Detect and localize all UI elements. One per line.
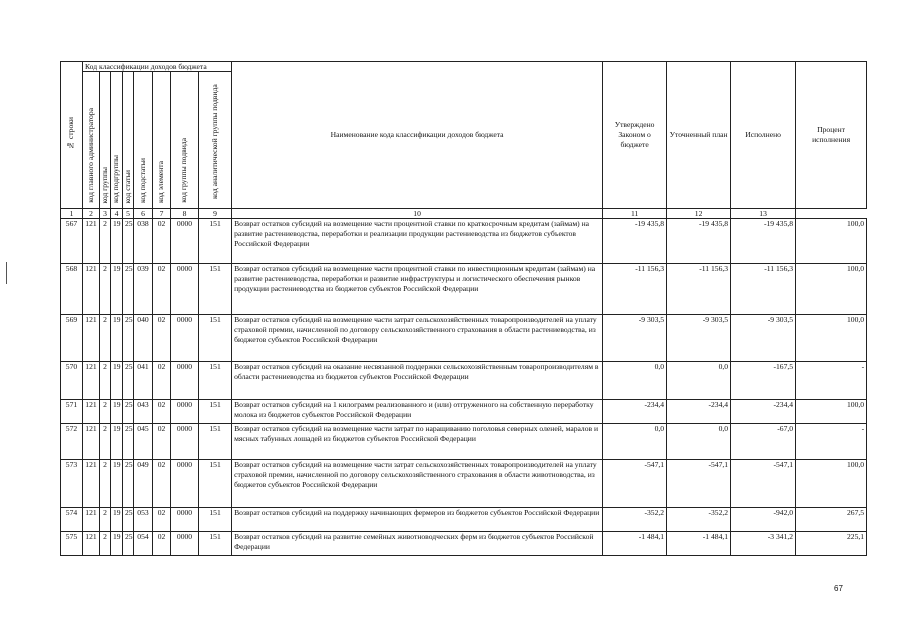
- column-number: 7: [153, 209, 171, 219]
- column-number: 10: [232, 209, 603, 219]
- code-subgroup: 19: [111, 264, 123, 315]
- value-percent: 100,0: [796, 219, 867, 264]
- code-subgroup: 19: [111, 219, 123, 264]
- column-number: 4: [111, 209, 123, 219]
- header-code-col: код группы: [100, 72, 111, 209]
- value-approved: -19 435,8: [603, 219, 667, 264]
- code-subgroup: 19: [111, 315, 123, 362]
- column-number: 11: [603, 209, 667, 219]
- value-approved: -234,4: [603, 400, 667, 424]
- code-subtype-group: 0000: [171, 219, 199, 264]
- code-subgroup: 19: [111, 508, 123, 532]
- row-number: 571: [61, 400, 83, 424]
- code-subarticle: 043: [134, 400, 153, 424]
- column-number: 1: [61, 209, 83, 219]
- code-group: 2: [100, 400, 111, 424]
- code-article: 25: [123, 264, 134, 315]
- code-subgroup: 19: [111, 532, 123, 556]
- code-article: 25: [123, 508, 134, 532]
- value-percent: 100,0: [796, 315, 867, 362]
- code-subarticle: 039: [134, 264, 153, 315]
- column-number: 5: [123, 209, 134, 219]
- code-subarticle: 053: [134, 508, 153, 532]
- value-refined: -9 303,5: [667, 315, 731, 362]
- row-name: Возврат остатков субсидий на оказание несвязанной поддержки сельскохозяйственным товаропроизводителям в области растениеводства из бюджетов субъектов Российской Федерации: [232, 362, 603, 400]
- column-numbers-row: [61, 209, 867, 219]
- code-group: 2: [100, 424, 111, 460]
- value-percent: -: [796, 362, 867, 400]
- code-group: 2: [100, 362, 111, 400]
- row-name: Возврат остатков субсидий на возмещение части процентной ставки по инвестиционным кредитам (займам) на развитие растениеводства, переработки и развитие инфраструктуры и логистического обеспечения рынков продукции растениеводства из бюджетов субъектов Российской Федерации: [232, 264, 603, 315]
- row-name: Возврат остатков субсидий на развитие семейных животноводческих ферм из бюджетов субъектов Российской Федерации: [232, 532, 603, 556]
- row-number: 567: [61, 219, 83, 264]
- value-approved: -352,2: [603, 508, 667, 532]
- code-analytic-group: 151: [199, 219, 232, 264]
- code-subtype-group: 0000: [171, 424, 199, 460]
- row-name: Возврат остатков субсидий на возмещение части затрат сельскохозяйственных товаропроизводителей на уплату страховой премии, начисленной по договору сельскохозяйственного страхования в области животноводства, из бюджетов субъектов Российской Федерации: [232, 460, 603, 508]
- column-number: 13: [731, 209, 796, 219]
- value-approved: -9 303,5: [603, 315, 667, 362]
- value-approved: 0,0: [603, 424, 667, 460]
- code-element: 02: [153, 219, 171, 264]
- code-administrator: 121: [83, 219, 100, 264]
- code-analytic-group: 151: [199, 315, 232, 362]
- code-group: 2: [100, 264, 111, 315]
- code-subarticle: 038: [134, 219, 153, 264]
- code-administrator: 121: [83, 424, 100, 460]
- margin-mark: [6, 262, 7, 284]
- value-executed: -942,0: [731, 508, 796, 532]
- code-subtype-group: 0000: [171, 400, 199, 424]
- column-number: 2: [83, 209, 100, 219]
- table-row: [61, 264, 867, 315]
- code-element: 02: [153, 424, 171, 460]
- value-refined: -19 435,8: [667, 219, 731, 264]
- code-subgroup: 19: [111, 400, 123, 424]
- code-subgroup: 19: [111, 460, 123, 508]
- header-code-col: код главного администратора: [83, 72, 100, 209]
- header-approved: Утверждено Законом о бюджете: [603, 62, 667, 209]
- table-row: [61, 460, 867, 508]
- page-number: 67: [834, 584, 843, 593]
- code-subarticle: 049: [134, 460, 153, 508]
- code-subarticle: 041: [134, 362, 153, 400]
- header-code-col: код аналитической группы подвида: [199, 72, 232, 209]
- code-article: 25: [123, 532, 134, 556]
- code-subtype-group: 0000: [171, 508, 199, 532]
- row-number: 575: [61, 532, 83, 556]
- code-article: 25: [123, 315, 134, 362]
- code-administrator: 121: [83, 315, 100, 362]
- value-refined: -352,2: [667, 508, 731, 532]
- value-executed: -9 303,5: [731, 315, 796, 362]
- code-element: 02: [153, 362, 171, 400]
- table-row: [61, 532, 867, 556]
- column-number: 9: [199, 209, 232, 219]
- value-executed: -67,0: [731, 424, 796, 460]
- row-number: 569: [61, 315, 83, 362]
- row-name: Возврат остатков субсидий на 1 килограмм реализованного и (или) отгруженного на собственную переработку молока из бюджетов субъектов Российской Федерации: [232, 400, 603, 424]
- row-number: 570: [61, 362, 83, 400]
- code-group: 2: [100, 315, 111, 362]
- value-approved: -11 156,3: [603, 264, 667, 315]
- code-group: 2: [100, 532, 111, 556]
- column-number: 8: [171, 209, 199, 219]
- code-element: 02: [153, 400, 171, 424]
- value-percent: -: [796, 424, 867, 460]
- row-number: 568: [61, 264, 83, 315]
- row-number: 574: [61, 508, 83, 532]
- column-number: 3: [100, 209, 111, 219]
- code-element: 02: [153, 264, 171, 315]
- row-name: Возврат остатков субсидий на поддержку начинающих фермеров из бюджетов субъектов Российской Федерации: [232, 508, 603, 532]
- value-executed: -234,4: [731, 400, 796, 424]
- header-executed: Исполнено: [731, 62, 796, 209]
- code-subarticle: 040: [134, 315, 153, 362]
- value-refined: -1 484,1: [667, 532, 731, 556]
- table-row: [61, 362, 867, 400]
- row-name: Возврат остатков субсидий на возмещение части затрат сельскохозяйственных товаропроизводителей на уплату страховой премии, начисленной по договору сельскохозяйственного страхования в области растениеводства, из бюджетов субъектов Российской Федерации: [232, 315, 603, 362]
- code-element: 02: [153, 460, 171, 508]
- table-row: [61, 315, 867, 362]
- table-row: [61, 219, 867, 264]
- code-analytic-group: 151: [199, 424, 232, 460]
- code-article: 25: [123, 460, 134, 508]
- code-administrator: 121: [83, 460, 100, 508]
- code-article: 25: [123, 424, 134, 460]
- code-administrator: 121: [83, 532, 100, 556]
- budget-revenue-table: [60, 61, 867, 556]
- code-group: 2: [100, 508, 111, 532]
- row-name: Возврат остатков субсидий на возмещение части процентной ставки по краткосрочным кредитам (займам) на развитие растениеводства, переработки и реализации продукции растениеводства из бюджетов субъектов Российской Федерации: [232, 219, 603, 264]
- table-row: [61, 508, 867, 532]
- value-percent: 100,0: [796, 264, 867, 315]
- value-approved: -1 484,1: [603, 532, 667, 556]
- header-code-group: Код классификации доходов бюджета: [83, 62, 232, 72]
- code-group: 2: [100, 460, 111, 508]
- row-number: 572: [61, 424, 83, 460]
- code-article: 25: [123, 362, 134, 400]
- table-header: [61, 62, 867, 219]
- header-code-col: код группы подвида: [171, 72, 199, 209]
- header-code-col: код статьи: [123, 72, 134, 209]
- code-article: 25: [123, 400, 134, 424]
- value-refined: -11 156,3: [667, 264, 731, 315]
- code-element: 02: [153, 315, 171, 362]
- code-subgroup: 19: [111, 362, 123, 400]
- header-name: Наименование кода классификации доходов бюджета: [232, 62, 603, 209]
- code-administrator: 121: [83, 400, 100, 424]
- header-code-col: код подгруппы: [111, 72, 123, 209]
- column-number: 6: [134, 209, 153, 219]
- header-refined: Уточненный план: [667, 62, 731, 209]
- code-analytic-group: 151: [199, 460, 232, 508]
- code-analytic-group: 151: [199, 532, 232, 556]
- table-row: [61, 424, 867, 460]
- code-subtype-group: 0000: [171, 460, 199, 508]
- row-number: 573: [61, 460, 83, 508]
- value-executed: -3 341,2: [731, 532, 796, 556]
- value-percent: 100,0: [796, 400, 867, 424]
- code-subtype-group: 0000: [171, 315, 199, 362]
- value-executed: -19 435,8: [731, 219, 796, 264]
- value-executed: -11 156,3: [731, 264, 796, 315]
- value-percent: 225,1: [796, 532, 867, 556]
- code-subgroup: 19: [111, 424, 123, 460]
- value-executed: -547,1: [731, 460, 796, 508]
- code-subtype-group: 0000: [171, 532, 199, 556]
- table-body: [61, 219, 867, 556]
- code-administrator: 121: [83, 264, 100, 315]
- code-administrator: 121: [83, 508, 100, 532]
- code-element: 02: [153, 532, 171, 556]
- code-subtype-group: 0000: [171, 362, 199, 400]
- code-subarticle: 045: [134, 424, 153, 460]
- code-element: 02: [153, 508, 171, 532]
- value-refined: -234,4: [667, 400, 731, 424]
- code-analytic-group: 151: [199, 264, 232, 315]
- code-subarticle: 054: [134, 532, 153, 556]
- code-analytic-group: 151: [199, 508, 232, 532]
- code-group: 2: [100, 219, 111, 264]
- table-row: [61, 400, 867, 424]
- code-administrator: 121: [83, 362, 100, 400]
- value-refined: 0,0: [667, 362, 731, 400]
- code-analytic-group: 151: [199, 362, 232, 400]
- column-number: 12: [667, 209, 731, 219]
- value-refined: 0,0: [667, 424, 731, 460]
- row-name: Возврат остатков субсидий на возмещение части затрат по наращиванию поголовья северных оленей, маралов и мясных табунных лошадей из бюджетов субъектов Российской Федерации: [232, 424, 603, 460]
- value-percent: 267,5: [796, 508, 867, 532]
- value-approved: 0,0: [603, 362, 667, 400]
- value-refined: -547,1: [667, 460, 731, 508]
- value-executed: -167,5: [731, 362, 796, 400]
- header-code-col: код элемента: [153, 72, 171, 209]
- value-approved: -547,1: [603, 460, 667, 508]
- value-percent: 100,0: [796, 460, 867, 508]
- header-code-col: код подстатьи: [134, 72, 153, 209]
- code-analytic-group: 151: [199, 400, 232, 424]
- header-percent: Процент исполнения: [796, 62, 867, 209]
- code-article: 25: [123, 219, 134, 264]
- header-row-no: № строки: [61, 62, 83, 209]
- code-subtype-group: 0000: [171, 264, 199, 315]
